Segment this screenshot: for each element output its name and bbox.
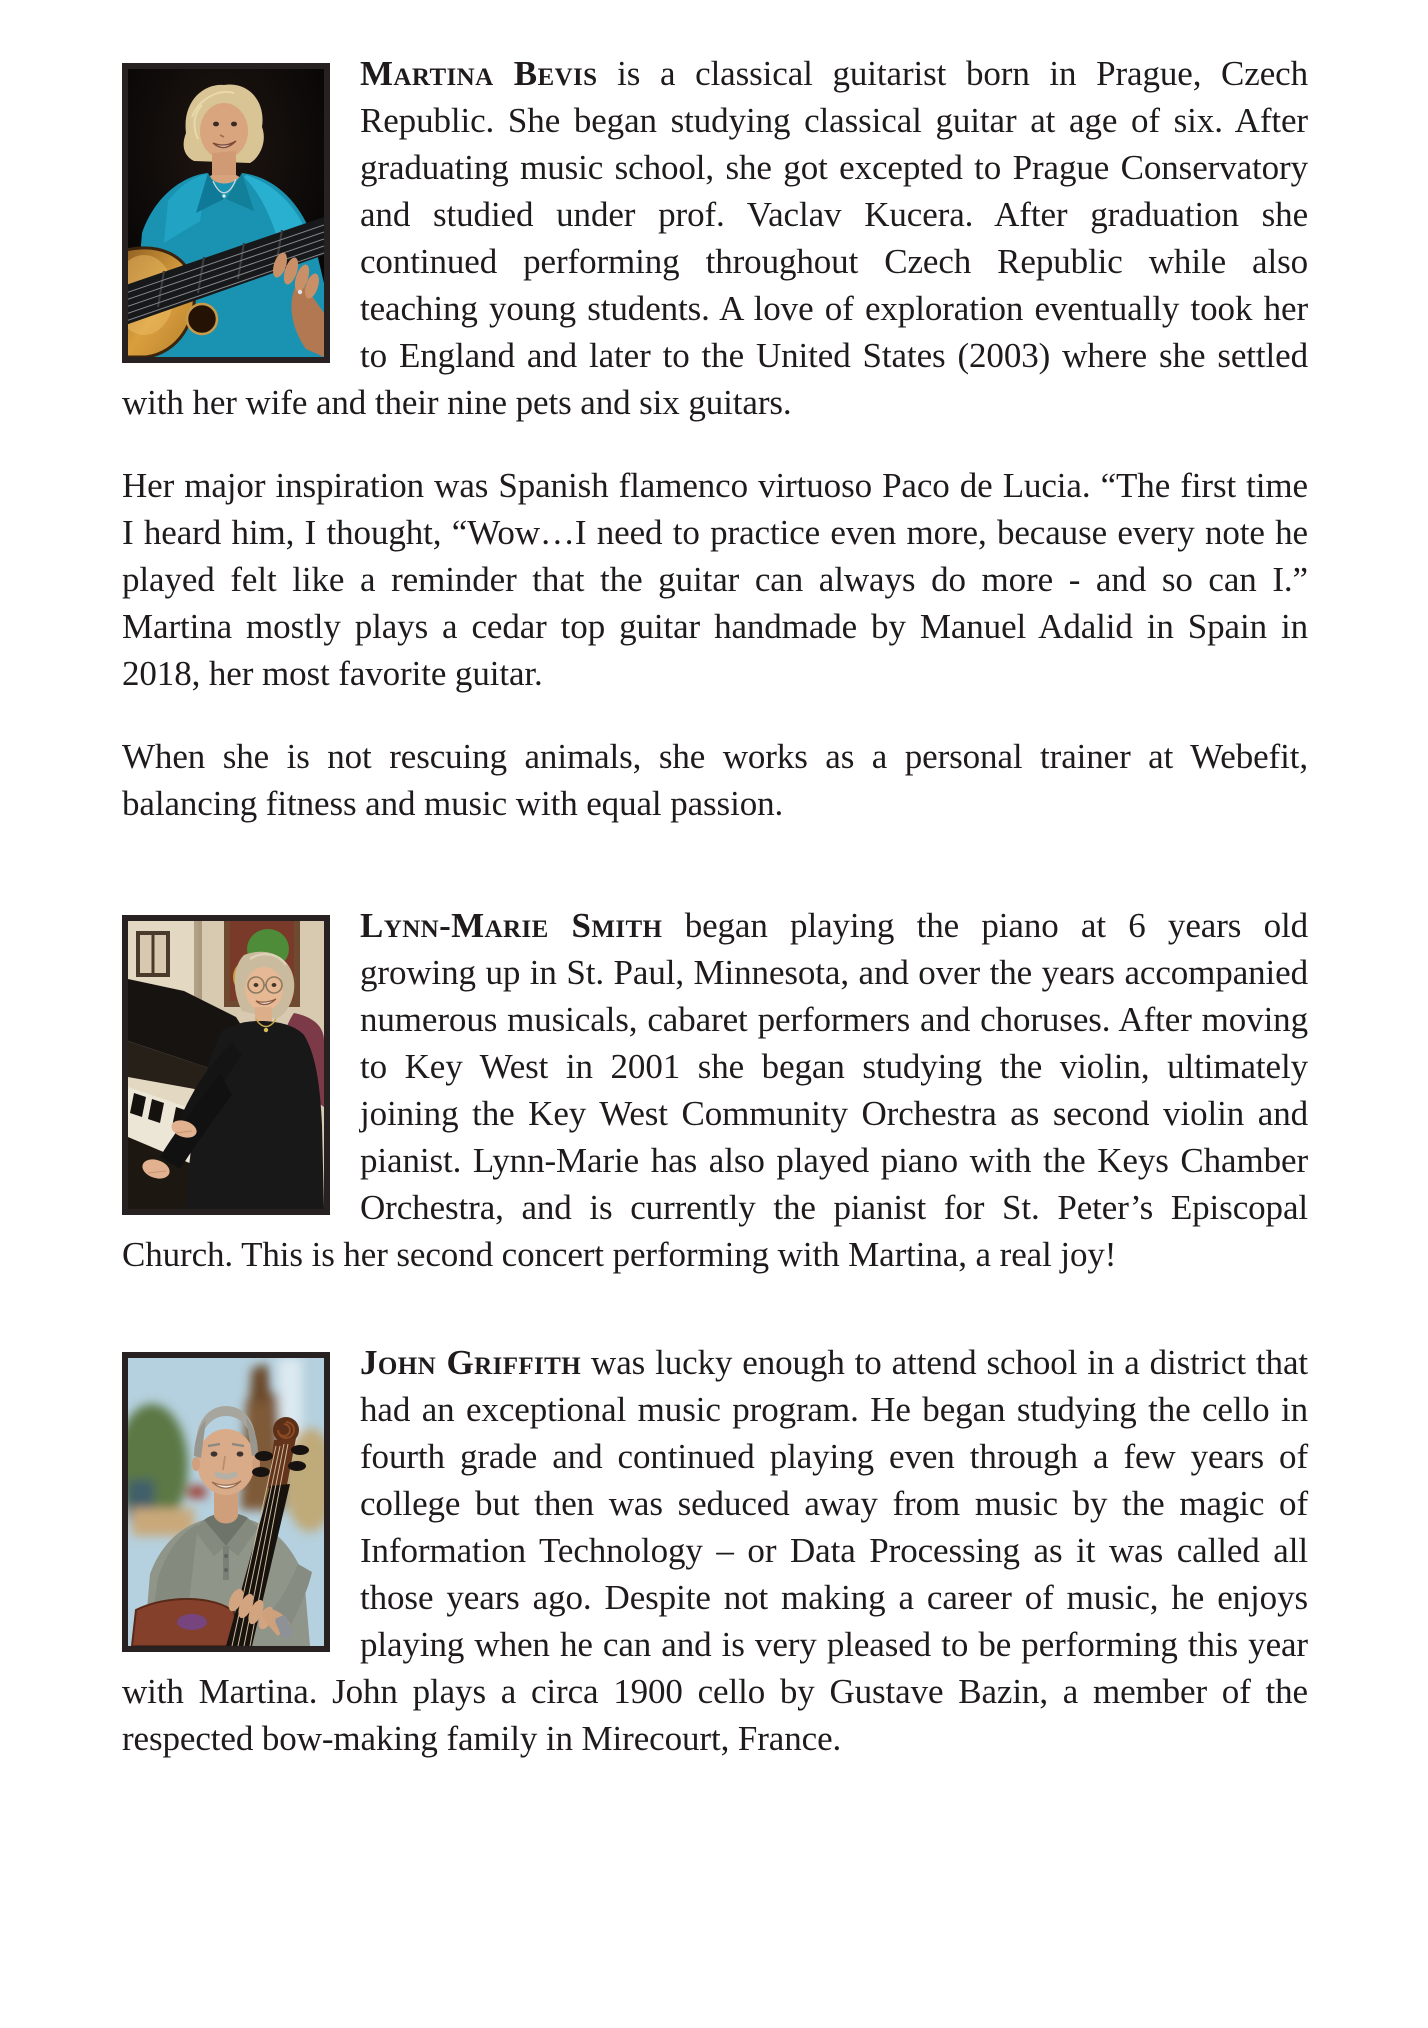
- bio-intro-text: is a classical guitarist born in Prague, Czech Republic. She began studying classical guitar at age of six. After graduating music school, she got excepted to Prague Conservatory and studied under prof. Vaclav Kucera. After graduation she continued performing throughout Czech Republic while also teaching young students. A love of exploration eventually took her to England and later to the United States (2003) where she settled with her wife and their nine pets and six guitars.: [122, 54, 1308, 422]
- bio-section-martina-bevis: [122, 50, 1308, 827]
- bio-intro-text: was lucky enough to attend school in a district that had an exceptional music program. He began studying the cello in fourth grade and continued playing even through a few years of college but then was seduced away from music by the magic of Information Technology – or Data Processing as it was called all those years ago. Despite not making a career of music, he enjoys playing when he can and is very pleased to be performing this year with Martina. John plays a circa 1900 cello by Gustave Bazin, a member of the respected bow-making family in Mirecourt, France.: [122, 1343, 1309, 1758]
- bio-section-lynn-marie-smith: [122, 902, 1308, 1278]
- lynn-marie-smith-photo: [122, 915, 330, 1215]
- musician-name: Lynn-Marie Smith: [360, 906, 663, 945]
- bio-paragraph-personal: When she is not rescuing animals, she works as a personal trainer at Webefit, balancing fitness and music with equal passion.: [122, 737, 1308, 823]
- bio-intro-text: began playing the piano at 6 years old growing up in St. Paul, Minnesota, and over the years accompanied numerous musicals, cabaret performers and choruses. After moving to Key West in 2001 she began studying the violin, ultimately joining the Key West Community Orchestra as second violin and pianist. Lynn-Marie has also played piano with the Keys Chamber Orchestra, and is currently the pianist for St. Peter’s Episcopal Church. This is her second concert performing with Martina, a real joy!: [122, 906, 1308, 1274]
- guitarist-portrait-illustration: [128, 69, 324, 357]
- musician-name: John Griffith: [360, 1343, 582, 1382]
- john-griffith-photo: [122, 1352, 330, 1652]
- musician-name: Martina Bevis: [360, 54, 598, 93]
- bio-paragraph-inspiration: Her major inspiration was Spanish flamenco virtuoso Paco de Lucia. “The first time I heard him, I thought, “Wow…I need to practice even more, because every note he played felt like a reminder that the guitar can always do more - and so can I.” Martina mostly plays a cedar top guitar handmade by Manuel Adalid in Spain in 2018, her most favorite guitar.: [122, 466, 1308, 693]
- pianist-portrait-illustration: [128, 921, 324, 1209]
- martina-bevis-photo: [122, 63, 330, 363]
- bio-section-john-griffith: [122, 1339, 1308, 1762]
- cellist-portrait-illustration: [128, 1358, 324, 1646]
